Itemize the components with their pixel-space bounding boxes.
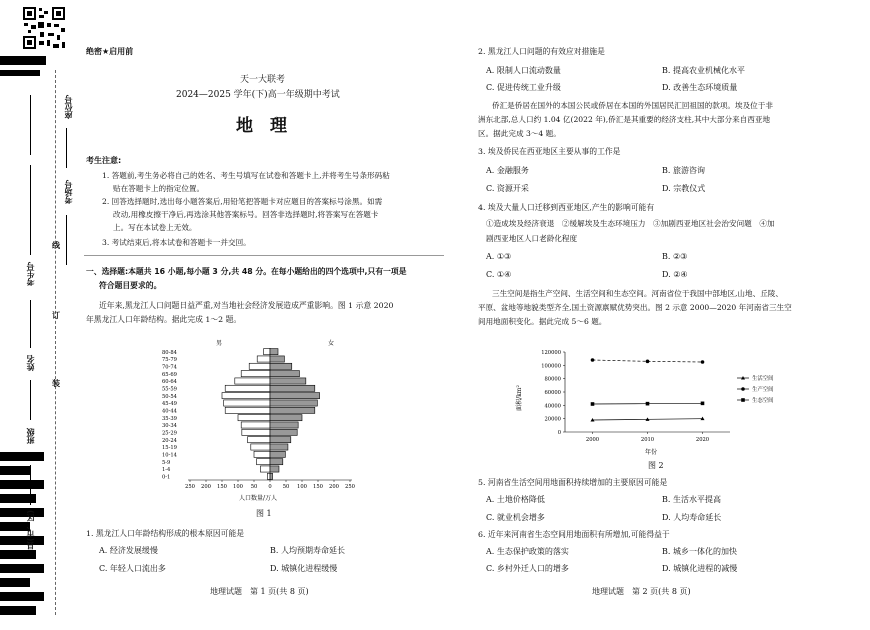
legend-label: 生产空间 <box>752 387 774 393</box>
legend-label: 生态空间 <box>752 398 774 404</box>
field-county: 县(市、区) <box>26 510 35 550</box>
q3-option-c[interactable]: C. 资源开采 <box>486 184 529 193</box>
q4-item-line2: 剧西亚地区人口老龄化程度 <box>486 234 578 243</box>
q2-option-b[interactable]: B. 提高农业机械化水平 <box>662 66 745 75</box>
male-label: 男 <box>216 340 223 347</box>
q1-option-c[interactable]: C. 年轻人口流出多 <box>99 564 166 573</box>
pyramid-bar-male <box>238 415 270 421</box>
exam-title: 2024—2025 学年(下)高一年级期中考试 <box>176 90 340 100</box>
legend-marker <box>741 398 745 402</box>
q5-stem: 5. 河南省生活空间用地面积持续增加的主要原因可能是 <box>478 478 668 487</box>
pyramid-bar-male <box>264 349 270 355</box>
q4-option-c[interactable]: C. ①④ <box>486 270 512 279</box>
pyramid-bar-female <box>270 459 283 465</box>
binding-strip <box>0 0 78 630</box>
pyramid-bar-male <box>241 422 270 428</box>
notice-item-3: 3. 考试结束后,将本试卷和答题卡一并交回。 <box>102 238 251 247</box>
q3-option-a[interactable]: A. 金融服务 <box>486 166 529 175</box>
pyramid-age-label: 70-74 <box>162 364 177 371</box>
pyramid-bar-female <box>270 371 299 377</box>
pyramid-age-label: 45-49 <box>162 401 177 408</box>
notice-item-2b: 改动,用橡皮擦干净后,再选涂其他答案标号。回答非选择题时,将答案写在答题卡 <box>113 210 379 219</box>
pyramid-bar-female <box>270 407 315 413</box>
notice-item-1a: 1. 答题前,考生务必将自己的姓名、考生号填写在试卷和答题卡上,并将考生号条形码粘 <box>102 171 390 180</box>
section1-line2: 符合题目要求的。 <box>99 281 162 290</box>
pyramid-bar-female <box>270 349 278 355</box>
pyramid-x-tick-label: 0 <box>268 484 272 490</box>
q1-stem: 1. 黑龙江人口年龄结构形成的根本原因可能是 <box>86 529 245 538</box>
intro3-line3: 区。据此完成 3～4 题。 <box>478 129 561 138</box>
intro3-line1: 侨汇是侨居在国外的本国公民或侨居在本国的外国居民汇回祖国的款项。埃及位于非 <box>492 101 773 110</box>
pyramid-bar-female <box>270 393 320 399</box>
q3-option-b[interactable]: B. 旅游咨询 <box>662 166 705 175</box>
q3-option-d[interactable]: D. 宗教仪式 <box>662 184 706 193</box>
pyramid-bar-male <box>225 407 270 413</box>
notice-item-2c: 上。写在本试卷上无效。 <box>113 223 197 232</box>
pyramid-bar-male <box>242 429 270 435</box>
q6-option-b[interactable]: B. 城乡一体化的加快 <box>662 547 737 556</box>
pyramid-bar-male <box>251 444 270 450</box>
q4-option-d[interactable]: D. ②④ <box>662 270 688 279</box>
pyramid-age-label: 30-34 <box>162 423 177 430</box>
q4-option-a[interactable]: A. ①③ <box>486 252 512 261</box>
pyramid-age-label: 1-4 <box>162 467 171 474</box>
q5-option-a[interactable]: A. 土地价格降低 <box>486 495 545 504</box>
female-label: 女 <box>328 340 335 347</box>
field-student-no: 考生号 <box>26 262 35 286</box>
pyramid-age-label: 5-9 <box>162 459 171 466</box>
pyramid-bar-female <box>270 422 298 428</box>
pyramid-bar-female <box>270 473 273 479</box>
fig1-caption: 图 1 <box>256 509 272 518</box>
pyramid-age-label: 60-64 <box>162 379 177 386</box>
pyramid-bar-female <box>270 356 284 362</box>
footer-left: 地理试题 第 1 页(共 8 页) <box>210 587 309 596</box>
field-seat: 座位号 <box>64 95 73 119</box>
seal-line-char: 线 <box>52 241 60 250</box>
pyramid-bar-female <box>270 444 288 450</box>
line-y-tick-label: 20000 <box>544 416 561 423</box>
intro5-line3: 间用地面积变化。据此完成 5～6 题。 <box>478 317 607 326</box>
line-x-tick-label: 2010 <box>640 437 655 443</box>
pyramid-age-label: 50-54 <box>162 393 177 400</box>
pyramid-age-label: 15-19 <box>162 445 177 452</box>
pyramid-bar-female <box>270 429 297 435</box>
q4-item-line1: ①造成埃及经济衰退 ②缓解埃及生态环境压力 ③加剧西亚地区社会治安问题 ④加 <box>486 219 775 228</box>
line-y-tick-label: 100000 <box>541 363 561 370</box>
q2-option-d[interactable]: D. 改善生态环境质量 <box>662 83 738 92</box>
line-y-tick-label: 0 <box>557 430 561 436</box>
secret-label: 绝密★启用前 <box>86 47 134 56</box>
pyramid-age-label: 80-84 <box>162 349 177 356</box>
line-point <box>591 358 595 362</box>
line-y-tick-label: 120000 <box>541 350 561 356</box>
intro3-line2: 洲东北部,总人口约 1.04 亿(2022 年),侨汇是其重要的经济支柱,其中大部分来自西亚地 <box>478 115 771 124</box>
pyramid-bar-female <box>270 363 292 369</box>
pyramid-x-tick-label: 100 <box>297 484 307 490</box>
line-point <box>591 402 595 406</box>
legend-marker <box>741 387 745 391</box>
pyramid-x-tick-label: 150 <box>313 484 323 490</box>
pyramid-bar-male <box>254 451 270 457</box>
pyramid-bar-male <box>267 473 270 479</box>
pyramid-bar-female <box>270 385 315 391</box>
pyramid-age-label: 10-14 <box>162 452 177 459</box>
pyramid-age-label: 55-59 <box>162 386 177 393</box>
pyramid-age-label: 0-1 <box>162 474 171 481</box>
intro5-line2: 平原、盆地等地貌类型齐全,国土资源禀赋优势突出。图 2 示意 2000—2020 年河南省三生空 <box>478 303 792 312</box>
intro1-line2: 年黑龙江人口年龄结构。据此完成 1～2 题。 <box>86 315 242 324</box>
line-point <box>646 402 650 406</box>
intro1-line1: 近年来,黑龙江人口问题日益严重,对当地社会经济发展造成严重影响。图 1 示意 2020 <box>99 301 394 310</box>
pyramid-x-tick-label: 200 <box>201 484 211 490</box>
pyramid-x-tick-label: 100 <box>233 484 243 490</box>
seal-order-char: 订 <box>52 311 60 320</box>
footer-right: 地理试题 第 2 页(共 8 页) <box>592 587 691 596</box>
pyramid-bar-female <box>270 400 317 406</box>
q3-stem: 3. 埃及侨民在西亚地区主要从事的工作是 <box>478 147 621 156</box>
q2-stem: 2. 黑龙江人口问题的有效应对措施是 <box>478 47 605 56</box>
fig2-caption: 图 2 <box>648 461 664 470</box>
line-point <box>701 402 705 406</box>
q6-stem: 6. 近年来河南省生态空间用地面积有所增加,可能得益于 <box>478 530 670 539</box>
q5-option-c[interactable]: C. 就业机会增多 <box>486 513 545 522</box>
q6-option-c[interactable]: C. 乡村外迁人口的增多 <box>486 564 569 573</box>
qr-code-icon <box>22 6 66 50</box>
q1-option-b[interactable]: B. 人均预期寿命延长 <box>270 546 345 555</box>
pyramid-bar-female <box>270 437 291 443</box>
org-title: 天一大联考 <box>240 75 286 85</box>
pyramid-bar-male <box>249 363 270 369</box>
notice-item-1b: 贴在答题卡上的指定位置。 <box>113 184 205 193</box>
line-y-tick-label: 80000 <box>544 376 561 383</box>
pyramid-x-tick-label: 250 <box>185 484 195 490</box>
legend-label: 生活空间 <box>752 376 774 382</box>
line-point <box>701 360 705 364</box>
intro5-line1: 三生空间是指生产空间、生活空间和生态空间。河南省位于我国中部地区,山地、丘陵、 <box>492 289 783 298</box>
line-x-tick-label: 2000 <box>585 437 600 443</box>
field-name: 姓名 <box>26 355 35 371</box>
pyramid-bar-female <box>270 378 306 384</box>
line-y-tick-label: 40000 <box>544 403 561 410</box>
q6-option-d[interactable]: D. 城镇化进程的减慢 <box>662 564 738 573</box>
line-ylabel: 面积/km² <box>516 385 523 411</box>
pyramid-bar-male <box>257 459 270 465</box>
q4-stem: 4. 埃及大量人口迁移到西亚地区,产生的影响可能有 <box>478 203 655 212</box>
q2-option-c[interactable]: C. 促进传统工业升级 <box>486 83 561 92</box>
population-pyramid-chart <box>160 330 360 515</box>
pyramid-age-label: 25-29 <box>162 430 177 437</box>
q1-option-a[interactable]: A. 经济发展缓慢 <box>99 546 158 555</box>
pyramid-age-label: 35-39 <box>162 415 177 422</box>
pyramid-bar-male <box>222 393 270 399</box>
pyramid-bar-male <box>241 371 270 377</box>
pyramid-bar-male <box>248 437 270 443</box>
section1-line1: 一、选择题:本题共 16 小题,每小题 3 分,共 48 分。在每小题给出的四个选项中,只有一项是 <box>86 267 407 276</box>
pyramid-bar-female <box>270 466 279 472</box>
pyramid-x-tick-label: 200 <box>329 484 339 490</box>
line-x-tick-label: 2020 <box>695 437 710 443</box>
q6-option-a[interactable]: A. 生态保护政策的落实 <box>486 547 569 556</box>
pyramid-age-label: 40-44 <box>162 408 177 415</box>
pyramid-x-tick-label: 50 <box>250 484 258 490</box>
pyramid-x-tick-label: 250 <box>345 484 355 490</box>
pyramid-bar-male <box>257 356 270 362</box>
q5-option-d[interactable]: D. 人均寿命延长 <box>662 513 722 522</box>
line-y-tick-label: 60000 <box>544 390 561 396</box>
seal-bind-char: 装 <box>52 379 60 388</box>
pyramid-age-label: 20-24 <box>162 437 177 444</box>
q5-option-b[interactable]: B. 生活水平提高 <box>662 495 721 504</box>
pyramid-bar-male <box>235 378 270 384</box>
notice-title: 考生注意: <box>86 156 122 165</box>
pyramid-x-tick-label: 150 <box>217 484 227 490</box>
pyramid-age-label: 65-69 <box>162 371 177 378</box>
q4-option-b[interactable]: B. ②③ <box>662 252 688 261</box>
pyramid-bar-male <box>260 466 270 472</box>
pyramid-xlabel: 人口数量/万人 <box>238 495 278 502</box>
q1-option-d[interactable]: D. 城镇化进程缓慢 <box>270 564 338 573</box>
q2-option-a[interactable]: A. 限制人口流动数量 <box>486 66 561 75</box>
pyramid-bar-female <box>270 451 285 457</box>
land-use-line-chart <box>515 340 815 458</box>
field-room: 考场号 <box>64 180 73 204</box>
pyramid-age-label: 75-79 <box>162 357 177 364</box>
subject-title: 地 理 <box>236 116 287 136</box>
pyramid-x-tick-label: 50 <box>282 484 290 490</box>
pyramid-bar-male <box>225 385 270 391</box>
pyramid-bar-male <box>224 400 270 406</box>
field-class: 班级 <box>26 428 35 444</box>
line-point <box>646 360 650 364</box>
line-xlabel: 年份 <box>644 449 658 456</box>
notice-item-2a: 2. 回答选择题时,选出每小题答案后,用铅笔把答题卡对应题目的答案标号涂黑。如需 <box>102 197 383 206</box>
pyramid-bar-female <box>270 415 302 421</box>
